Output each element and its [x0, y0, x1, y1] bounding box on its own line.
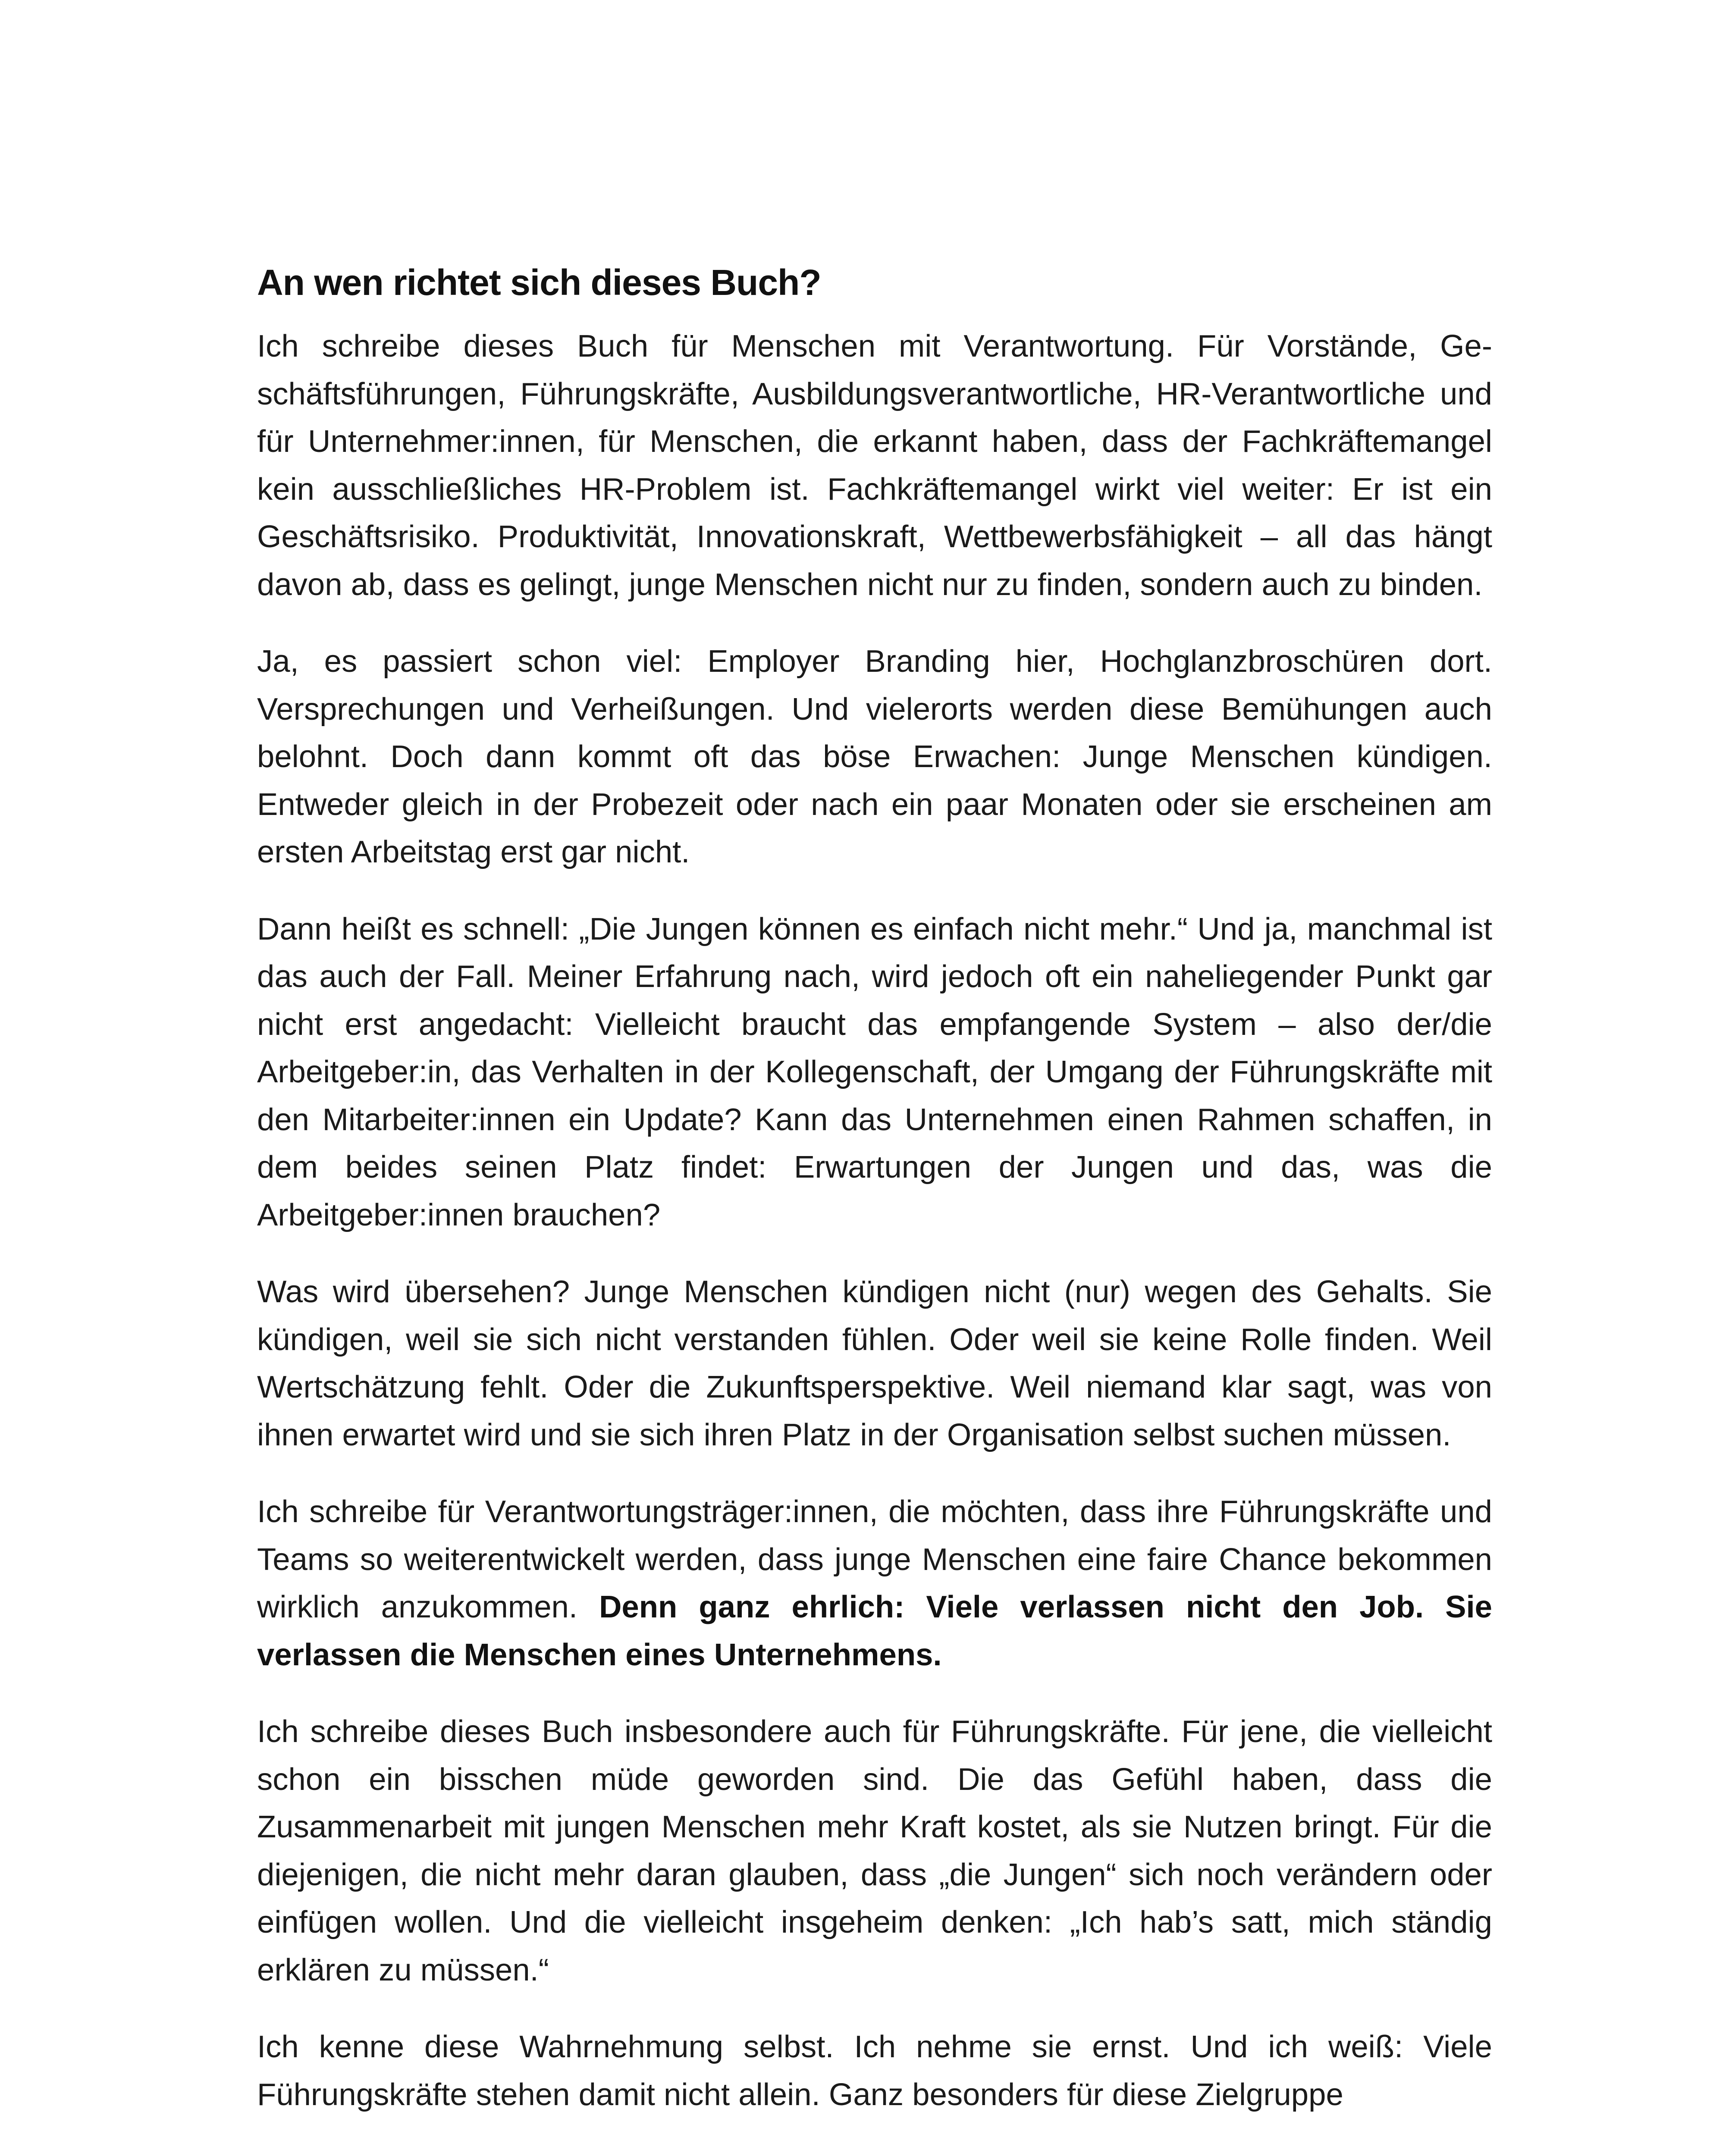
paragraph-5: [257, 1488, 1492, 1679]
page-content: [257, 254, 1492, 2148]
paragraph-4: Was wird übersehen? Junge Menschen kündigen nicht (nur) wegen des Gehalts. Sie kündigen, weil sie sich nicht verstanden fühlen. Oder weil sie keine Rolle finden. Weil Wertschätzung fehlt. Oder die Zukunftsperspektive. Weil niemand klar sagt, was von ihnen erwartet wird und sie sich ihren Platz in der Organisation selbst suchen müssen.: [257, 1274, 1492, 1452]
paragraph-7: Ich kenne diese Wahrnehmung selbst. Ich nehme sie ernst. Und ich weiß: Viele Führungskräfte stehen damit nicht allein. Ganz besonders für diese Zielgruppe: [257, 2029, 1492, 2112]
paragraph-5-bold-text: Denn ganz ehrlich: Viele verlassen nicht den Job. Sie verlassen die Menschen eines Unternehmens.: [257, 1589, 1492, 1672]
paragraph-3: Dann heißt es schnell: „Die Jungen können es einfach nicht mehr.“ Und ja, manchmal ist das auch der Fall. Meiner Erfahrung nach, wird jedoch oft ein naheliegender Punkt gar nicht erst angedacht: Vielleicht braucht das empfangende System – also der/die Arbeitgeber:in, das Verhalten in der Kollegenschaft, der Umgang der Führungskräfte mit den Mitarbeiter:innen ein Update? Kann das Unternehmen einen Rahmen schaffen, in dem beides seinen Platz findet: Erwartungen der Jungen und das, was die Arbeitgeber:innen brauchen?: [257, 911, 1492, 1232]
paragraph-2: Ja, es passiert schon viel: Employer Branding hier, Hochglanzbroschüren dort. Versprechungen und Verheißungen. Und vielerorts werden diese Bemühungen auch belohnt. Doch dann kommt oft das böse Erwachen: Junge Menschen kündigen. Entweder gleich in der Probezeit oder nach ein paar Monaten oder sie erscheinen am ersten Arbeitstag erst gar nicht.: [257, 644, 1492, 869]
paragraph-5-text: Ich schreibe für Verantwortungsträger:innen, die möchten, dass ihre Führungskräfte und Teams so weiterentwickelt werden, dass junge Menschen eine faire Chance bekommen wirklich anzukommen.: [257, 1494, 1492, 1624]
paragraph-1: Ich schreibe dieses Buch für Menschen mit Verantwortung. Für Vorstände, Geschäftsführungen, Führungskräfte, Ausbildungsverantwortliche, HR-Verantwortliche und für Unternehmer:innen, für Menschen, die erkannt haben, dass der Fachkräftemangel kein ausschließliches HR-Problem ist. Fachkräftemangel wirkt viel weiter: Er ist ein Geschäftsrisiko. Produktivität, Innovationskraft, Wettbewerbsfähigkeit – all das hängt davon ab, dass es gelingt, junge Menschen nicht nur zu finden, sondern auch zu binden.: [257, 329, 1492, 602]
section-heading: An wen richtet sich dieses Buch?: [257, 262, 821, 303]
paragraph-6: Ich schreibe dieses Buch insbesondere auch für Führungskräfte. Für jene, die vielleicht schon ein bisschen müde geworden sind. Die das Gefühl haben, dass die Zusammenarbeit mit jungen Menschen mehr Kraft kostet, als sie Nutzen bringt. Für die diejenigen, die nicht mehr daran glauben, dass „die Jungen“ sich noch verändern oder einfügen wollen. Und die vielleicht insgeheim denken: „Ich hab’s satt, mich ständig erklären zu müssen.“: [257, 1714, 1492, 1987]
